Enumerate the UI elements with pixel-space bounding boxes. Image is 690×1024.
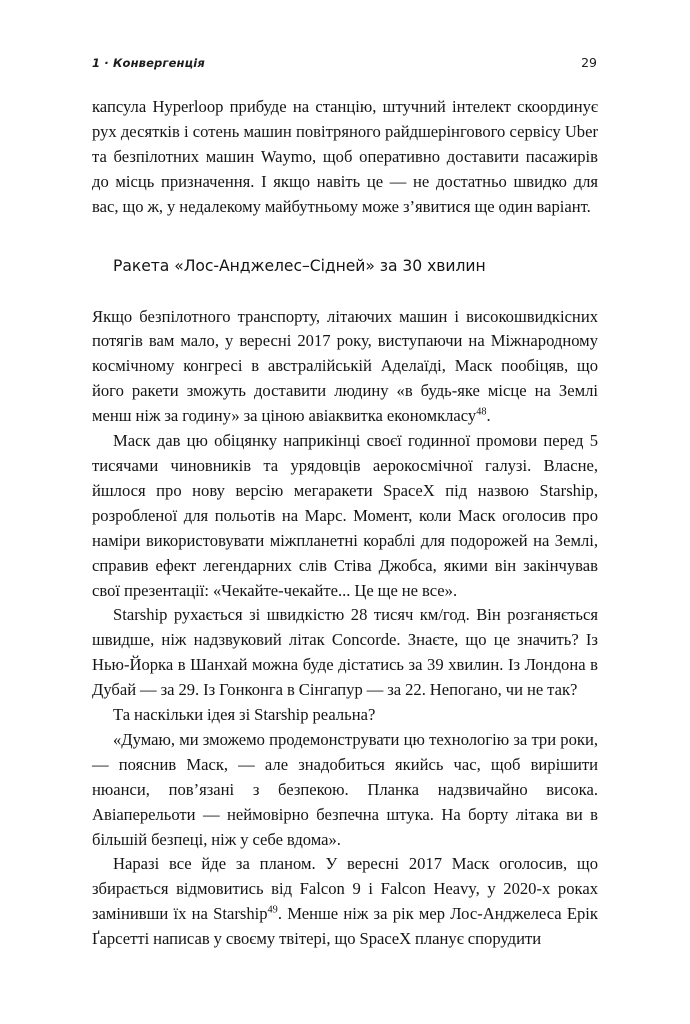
paragraph-musk-quote: «Думаю, ми зможемо продемонструвати цю технологію за три роки, — пояснив Маск, — але знадобиться якийсь час, щоб вирішити нюанси, пов’язані з безпекою. Планка надзвичайно висока. Авіаперельоти — неймовірно безпечна штука. На борту літака ви в більшій безпеці, ніж у себе вдома». bbox=[92, 729, 598, 849]
heading-space-before bbox=[92, 220, 598, 255]
section-heading: Ракета «Лос-Анджелес–Сідней» за 30 хвилин bbox=[113, 256, 486, 275]
paragraph-text-tail: . Менше ніж за рік мер Лос-Анджелеса Ерік Ґарсетті написав у своєму твітері, що SpaceX планує спорудити bbox=[92, 904, 598, 949]
heading-space-after bbox=[92, 277, 598, 305]
paragraph-musk-promise: Маск дав цю обіцянку наприкінці своєї годинної промови перед 5 тисячами чиновників та урядовців аерокосмічної галузі. Власне, йшлося про нову версію мегаракети SpaceX під назвою Starship, розробленої для польотів на Марс. Момент, коли Маск оголосив про наміри використовувати міжпланетні кораблі для подорожей на Землі, справив ефект легендарних слів Стіва Джобса, якими він закінчував свої презентації: «Чекайте-чекайте... Це ще не все». bbox=[92, 431, 598, 600]
paragraph-continuation: капсула Hyperloop прибуде на станцію, штучний інтелект скоординує рух десятків і сотень машин повітряного райдшерінгового сервісу Uber та безпілотних машин Waymo, щоб оперативно доставити пасажирів до місць призначення. І якщо навіть це — не достатньо швидко для вас, що ж, у недалекому майбутньому може з’явитися ще один варіант. bbox=[92, 97, 598, 216]
paragraph-starship-speed: Starship рухається зі швидкістю 28 тисяч км/год. Він розганяється швидше, ніж надзвуковий літак Concorde. Знаєте, що це значить? Із Нью-Йорка в Шанхай можна буде дістатись за 39 хвилин. Із Лондона в Дубай — за 29. Із Гонконга в Сінгапур — за 22. Непогано, чи не так? bbox=[92, 605, 598, 700]
paragraph-text-tail: . bbox=[486, 406, 491, 426]
paragraph-with-footnote-49 bbox=[92, 852, 598, 952]
paragraph-with-footnote-48 bbox=[92, 305, 598, 430]
running-head bbox=[92, 55, 597, 73]
paragraph-text: Якщо безпілотного транспорту, літаючих машин і високошвидкісних потягів вам мало, у вересні 2017 року, виступаючи на Міжнародному космічному конгресі в австралійській Аделаїді, Маск пообіцяв, що його ракети зможуть доставити людину «в будь-яке місце на Землі менш ніж за годину» за ціною авіаквитка економкласу bbox=[92, 306, 598, 426]
paragraph-text: Наразі все йде за планом. У вересні 2017 Маск оголосив, що збирається відмовитись від Falcon 9 і Falcon Heavy, у 2020-х роках замінивши їх на Starship bbox=[92, 854, 598, 924]
footnote-marker-49: 49 bbox=[267, 904, 278, 916]
footnote-marker-48: 48 bbox=[476, 406, 487, 418]
paragraph-question: Та наскільки ідея зі Starship реальна? bbox=[113, 705, 376, 725]
text-column bbox=[92, 95, 598, 952]
running-head-chapter-title: 1 · Конвергенція bbox=[92, 56, 205, 70]
page-number: 29 bbox=[581, 55, 597, 70]
